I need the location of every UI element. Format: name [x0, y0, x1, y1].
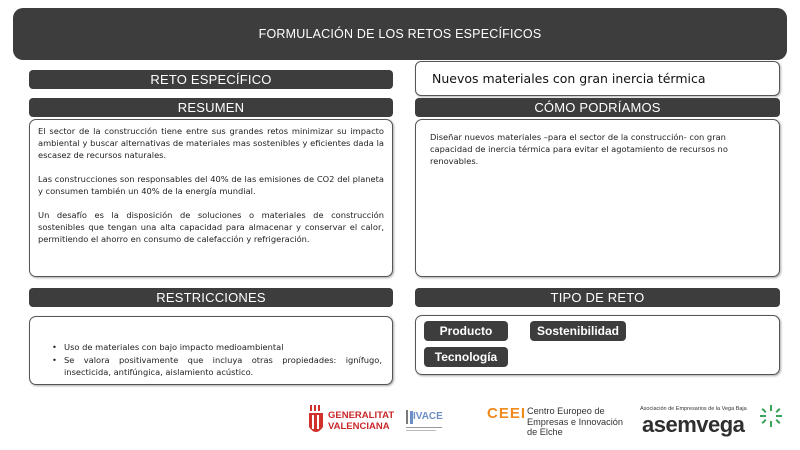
ceei-line-1: Centro Europeo de: [527, 406, 605, 416]
asemvega-sun-icon: [760, 405, 782, 427]
asemvega-logo: [640, 404, 782, 440]
resumen-paragraph-2: Las construcciones son responsables del 40% de las emisiones de CO2 del planeta y consumen también un 40% de la energía mundial.: [38, 174, 384, 196]
page-header: [13, 8, 787, 60]
como-podriamos-text: Diseñar nuevos materiales –para el sector de la construcción- con gran capacidad de inercia térmica para evitar el agotamiento de recursos no renovables.: [430, 132, 728, 166]
resumen-text: [38, 125, 384, 245]
tag-sostenibilidad-text: Sostenibilidad: [536, 324, 619, 338]
tag-tecnologia-text: Tecnología: [434, 350, 498, 364]
ceei-line-2: Empresas e Innovación: [527, 416, 624, 427]
page-title: FORMULACIÓN DE LOS RETOS ESPECÍFICOS: [258, 27, 542, 41]
resumen-paragraph-1: El sector de la construcción tiene entre sus grandes retos minimizar su impacto ambiental y buscar alternativas de materiales mas sostenibles y eficientes dada la escasez de recursos naturales.: [38, 126, 384, 160]
ivace-name: IVACE: [413, 411, 443, 422]
restriccion-item: • Uso de materiales con bajo impacto medioambiental: [50, 341, 382, 353]
ivace-logo: [405, 408, 445, 436]
generalitat-line-2: VALENCIANA: [328, 421, 390, 432]
tipo-de-reto-label: [415, 288, 780, 307]
reto-especifico-label: [29, 70, 393, 89]
asemvega-name: asemvega: [642, 412, 745, 437]
tag-tecnologia: [424, 347, 508, 367]
ceei-logo: [487, 404, 627, 440]
generalitat-emblem-icon: [308, 405, 324, 439]
como-podriamos-label: [415, 98, 780, 117]
restricciones-label-text: RESTRICCIONES: [156, 290, 266, 305]
tag-producto-text: Producto: [439, 324, 493, 338]
tipo-de-reto-label-text: TIPO DE RETO: [550, 290, 645, 305]
reto-especifico-value-text: Nuevos materiales con gran inercia térmica: [432, 71, 706, 86]
resumen-label-text: RESUMEN: [177, 100, 245, 115]
asemvega-caption: Asociación de Empresarios de la Vega Baja: [640, 406, 747, 412]
tag-producto: [424, 321, 508, 341]
reto-especifico-label-text: RETO ESPECÍFICO: [150, 72, 272, 87]
como-podriamos-box: [415, 119, 780, 277]
restricciones-box: [29, 316, 393, 385]
generalitat-valenciana-logo: [308, 404, 400, 440]
ceei-line-3: de Elche: [527, 427, 563, 437]
restriccion-item: • Se valora positivamente que incluya otras propiedades: ignífugo, insecticida, antifúngica, aislamiento acústico.: [50, 354, 382, 378]
restricciones-label: [29, 288, 393, 307]
ceei-mark: CEEI: [487, 405, 527, 422]
tag-sostenibilidad: [530, 321, 626, 341]
restricciones-list: [50, 341, 382, 378]
resumen-label: [29, 98, 393, 117]
resumen-paragraph-3: Un desafío es la disposición de soluciones o materiales de construcción sostenibles que tengan una alta capacidad para almacenar y conservar el calor, permitiendo el ahorro en consumo de calefacción y refrigeración.: [38, 210, 384, 244]
resumen-box: [29, 119, 393, 277]
reto-especifico-value: [415, 61, 780, 96]
como-podriamos-label-text: CÓMO PODRÍAMOS: [534, 100, 661, 115]
generalitat-line-1: GENERALITAT: [328, 410, 395, 421]
